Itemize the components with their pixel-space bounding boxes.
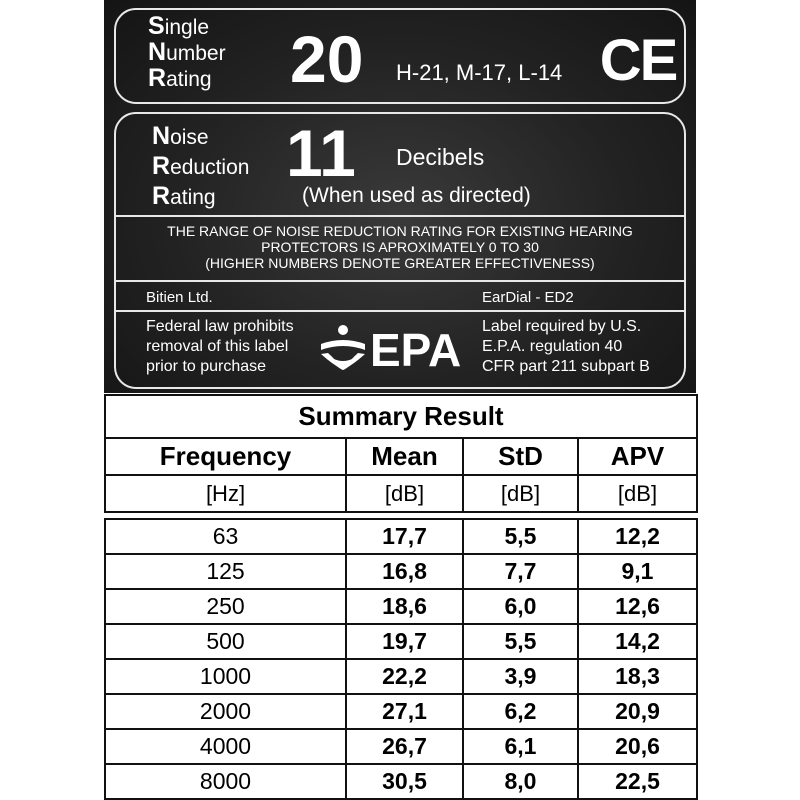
nrr-label-line: Rating <box>152 182 216 210</box>
apv-cell: 12,2 <box>578 519 697 554</box>
frequency-cell: 4000 <box>105 729 346 764</box>
divider <box>116 280 684 282</box>
law-notice-line: prior to purchase <box>146 358 267 375</box>
header-row <box>105 438 697 475</box>
frequency-cell: 250 <box>105 589 346 624</box>
regulation-notice-line: Label required by U.S. <box>482 318 642 335</box>
table-row <box>105 729 697 764</box>
spacer-row <box>105 512 697 519</box>
mean-cell: 30,5 <box>346 764 463 799</box>
apv-cell: 20,9 <box>578 694 697 729</box>
column-header-frequency: Frequency <box>105 438 346 475</box>
unit-row <box>105 475 697 512</box>
frequency-cell: 1000 <box>105 659 346 694</box>
apv-cell: 14,2 <box>578 624 697 659</box>
epa-label-panel <box>104 0 696 393</box>
mean-cell: 17,7 <box>346 519 463 554</box>
column-header-mean: Mean <box>346 438 463 475</box>
std-cell: 8,0 <box>463 764 578 799</box>
mean-cell: 27,1 <box>346 694 463 729</box>
range-line: THE RANGE OF NOISE REDUCTION RATING FOR EXISTING HEARING <box>167 223 633 239</box>
mean-cell: 19,7 <box>346 624 463 659</box>
std-cell: 3,9 <box>463 659 578 694</box>
std-cell: 6,0 <box>463 589 578 624</box>
snr-value: 20 <box>290 22 364 96</box>
mean-cell: 16,8 <box>346 554 463 589</box>
summary-table <box>104 394 698 800</box>
snr-label-line: Number <box>148 38 226 66</box>
column-header-std: StD <box>463 438 578 475</box>
law-notice-line: removal of this label <box>146 338 289 355</box>
regulation-notice <box>482 317 650 377</box>
model-name: EarDial - ED2 <box>482 289 574 306</box>
frequency-cell: 500 <box>105 624 346 659</box>
regulation-notice-line: CFR part 211 subpart B <box>482 358 650 375</box>
nrr-value: 11 <box>286 116 356 190</box>
regulation-notice-line: E.P.A. regulation 40 <box>482 338 623 355</box>
range-line: PROTECTORS IS APROXIMATELY 0 TO 30 <box>261 239 539 255</box>
table-row <box>105 519 697 554</box>
apv-cell: 22,5 <box>578 764 697 799</box>
summary-title-row <box>105 395 697 438</box>
range-line: (HIGHER NUMBERS DENOTE GREATER EFFECTIVENESS) <box>205 255 595 271</box>
unit-frequency: [Hz] <box>105 475 346 512</box>
unit-std: [dB] <box>463 475 578 512</box>
frequency-cell: 2000 <box>105 694 346 729</box>
nrr-label <box>152 122 249 212</box>
table-row <box>105 624 697 659</box>
manufacturer-name: Bitien Ltd. <box>146 289 213 306</box>
apv-cell: 18,3 <box>578 659 697 694</box>
table-row <box>105 589 697 624</box>
unit-mean: [dB] <box>346 475 463 512</box>
frequency-cell: 63 <box>105 519 346 554</box>
snr-label-line: Single <box>148 12 210 40</box>
nrr-label-line: Noise <box>152 122 209 150</box>
frequency-cell: 125 <box>105 554 346 589</box>
std-cell: 5,5 <box>463 624 578 659</box>
snr-hml-values: H-21, M-17, L-14 <box>396 60 563 85</box>
divider <box>116 215 684 217</box>
law-notice <box>146 317 294 377</box>
nrr-usage-note: (When used as directed) <box>302 184 531 207</box>
epa-logo-icon <box>318 320 468 374</box>
mean-cell: 18,6 <box>346 589 463 624</box>
mean-cell: 26,7 <box>346 729 463 764</box>
apv-cell: 20,6 <box>578 729 697 764</box>
spacer <box>105 512 697 519</box>
mean-cell: 22,2 <box>346 659 463 694</box>
table-row <box>105 764 697 799</box>
nrr-unit: Decibels <box>396 144 485 170</box>
ce-mark-text: CE <box>599 36 677 84</box>
summary-title: Summary Result <box>105 395 697 438</box>
table-row <box>105 659 697 694</box>
std-cell: 6,2 <box>463 694 578 729</box>
std-cell: 5,5 <box>463 519 578 554</box>
unit-apv: [dB] <box>578 475 697 512</box>
std-cell: 6,1 <box>463 729 578 764</box>
epa-logo-text: EPA <box>370 324 462 374</box>
law-notice-line: Federal law prohibits <box>146 318 294 335</box>
snr-label-line: Rating <box>148 64 212 92</box>
divider <box>116 310 684 312</box>
snr-label <box>148 14 226 92</box>
apv-cell: 12,6 <box>578 589 697 624</box>
column-header-apv: APV <box>578 438 697 475</box>
std-cell: 7,7 <box>463 554 578 589</box>
apv-cell: 9,1 <box>578 554 697 589</box>
table-row <box>105 554 697 589</box>
frequency-cell: 8000 <box>105 764 346 799</box>
table-row <box>105 694 697 729</box>
nrr-label-line: Reduction <box>152 152 250 180</box>
ce-mark-icon <box>598 36 678 84</box>
